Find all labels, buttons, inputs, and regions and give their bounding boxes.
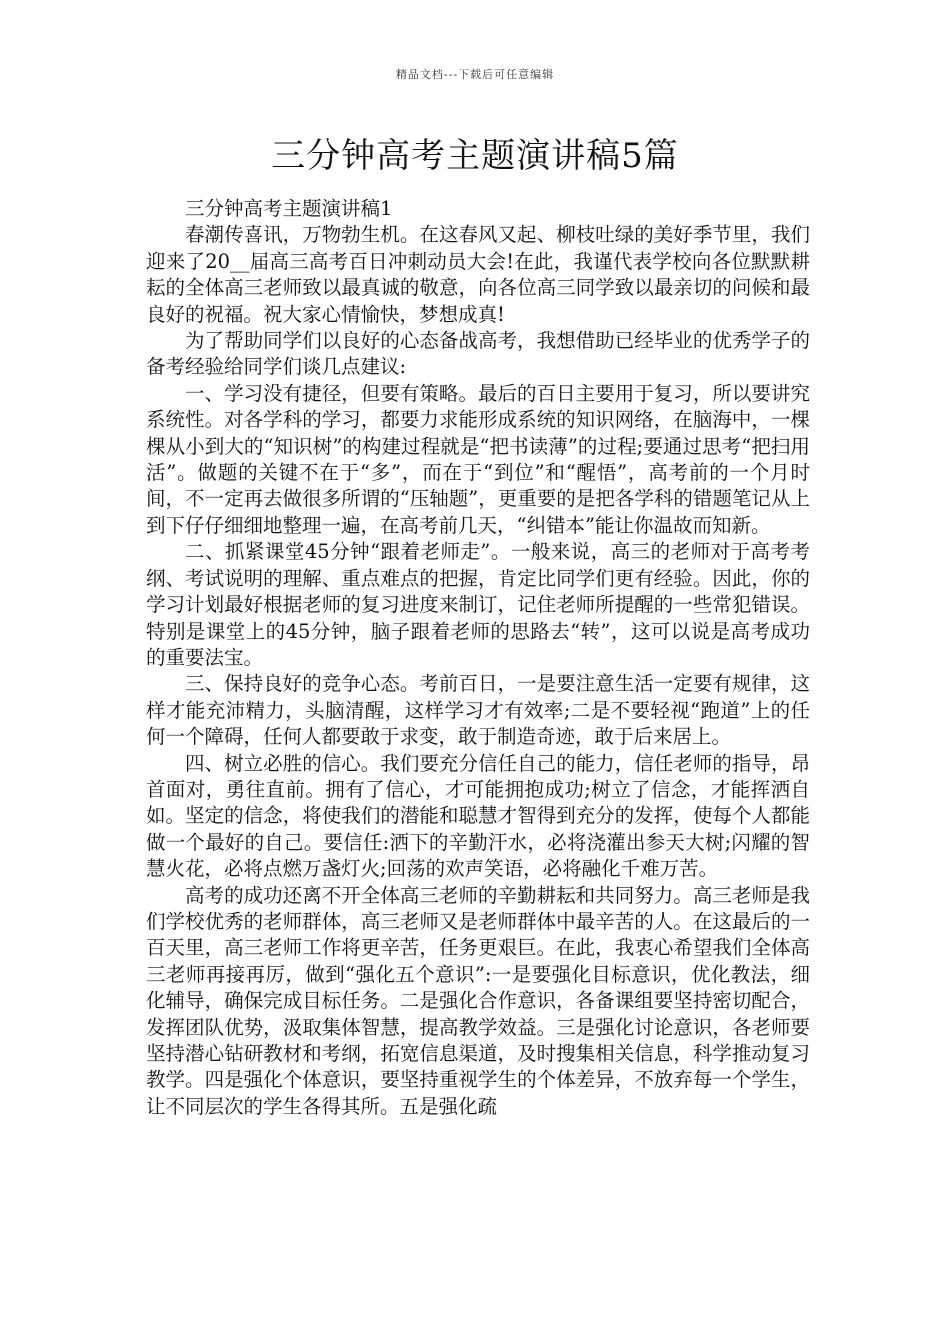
- paragraph: 春潮传喜讯，万物勃生机。在这春风又起、柳枝吐绿的美好季节里，我们迎来了20__届高三高考百日冲刺动员大会!在此，我谨代表学校向各位默默耕耘的全体高三老师致以最真诚的敬意，向各位高三同学致以最亲切的问候和最良好的祝福。祝大家心情愉快，梦想成真!: [146, 223, 810, 326]
- paragraph: 四、树立必胜的信心。我们要充分信任自己的能力，信任老师的指导，昂首面对，勇往直前。拥有了信心，才可能拥抱成功;树立了信念，才能挥洒自如。坚定的信念，将使我们的潜能和聪慧才智得到充分的发挥，使每个人都能做一个最好的自己。要信任:洒下的辛勤汗水，必将浇灌出参天大树;闪耀的智慧火花，必将点燃万盏灯火;回荡的欢声笑语，必将融化千难万苦。: [146, 751, 810, 881]
- paragraph: 为了帮助同学们以良好的心态备战高考，我想借助已经毕业的优秀学子的备考经验给同学们谈几点建议:: [146, 329, 810, 379]
- paragraph: 高考的成功还离不开全体高三老师的辛勤耕耘和共同努力。高三老师是我们学校优秀的老师群体，高三老师又是老师群体中最辛苦的人。在这最后的一百天里，高三老师工作将更辛苦，任务更艰巨。在此，我衷心希望我们全体高三老师再接再厉，做到“强化五个意识”:一是要强化目标意识，优化教法，细化辅导，确保完成目标任务。二是强化合作意识，各备课组要坚持密切配合，发挥团队优势，汲取集体智慧，提高教学效益。三是强化讨论意识，各老师要坚持潜心钻研教材和考纲，拓宽信息渠道，及时搜集相关信息，科学推动复习教学。四是强化个体意识，要坚持重视学生的个体差异，不放弃每一个学生，让不同层次的学生各得其所。五是强化疏: [146, 883, 810, 1118]
- header-note: 精品文档---下载后可任意编辑: [395, 68, 555, 81]
- paragraph: 一、学习没有捷径，但要有策略。最后的百日主要用于复习，所以要讲究系统性。对各学科的学习，都要力求能形成系统的知识网络，在脑海中，一棵棵从小到大的“知识树”的构建过程就是“把书读薄”的过程;要通过思考“把扫用活”。做题的关键不在于“多”，而在于“到位”和“醒悟”，高考前的一个月时间，不一定再去做很多所谓的“压轴题”，更重要的是把各学科的错题笔记从上到下仔仔细细地整理一遍，在高考前几天，“纠错本”能让你温故而知新。: [146, 381, 810, 537]
- paragraph: 二、抓紧课堂45分钟“跟着老师走”。一般来说，高三的老师对于高考考纲、考试说明的理解、重点难点的把握，肯定比同学们更有经验。因此，你的学习计划最好根据老师的复习进度来制订，记住老师所提醒的一些常犯错误。特别是课堂上的45分钟，脑子跟着老师的思路去“转”，这可以说是高考成功的重要法宝。: [146, 540, 810, 669]
- document-body: [146, 196, 810, 1120]
- paragraph: 三、保持良好的竞争心态。考前百日，一是要注意生活一定要有规律，这样才能充沛精力，头脑清醒，这样学习才有效率;二是不要轻视“跑道”上的任何一个障碍，任何人都要敢于求变，敢于制造奇迹，敢于后来居上。: [146, 672, 810, 749]
- section-subheading: 三分钟高考主题演讲稿1: [185, 197, 393, 220]
- document-title: 三分钟高考主题演讲稿5篇: [271, 136, 679, 176]
